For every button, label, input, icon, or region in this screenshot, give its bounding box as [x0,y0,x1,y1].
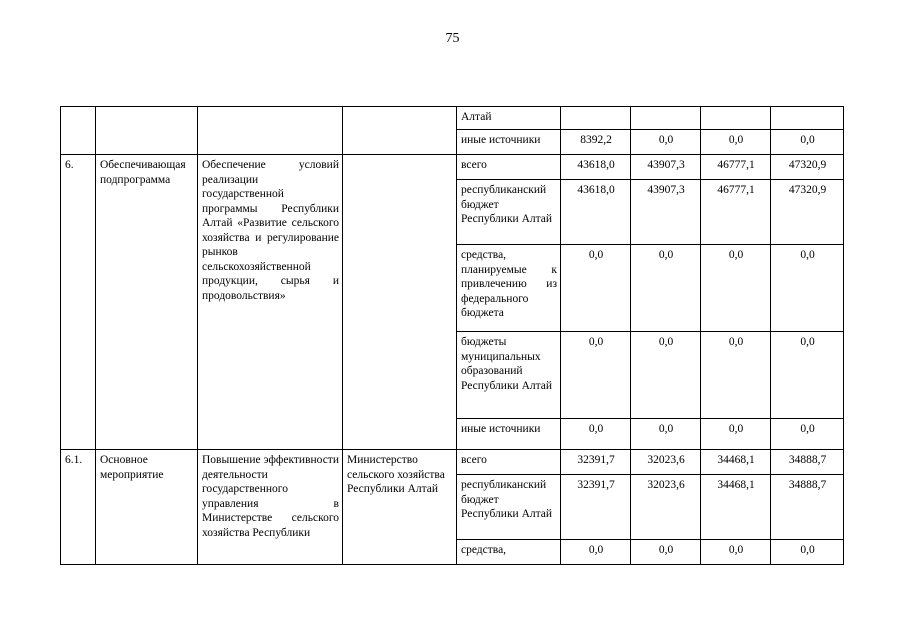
source-cell: иные источники [457,419,561,450]
item-name: Основное мероприятие [96,450,198,565]
value-cell: 0,0 [631,332,701,419]
value-cell: 0,0 [701,540,771,565]
executor-cell [343,107,457,155]
page-number: 75 [445,31,460,46]
value-cell: 0,0 [701,245,771,332]
value-cell: 32023,6 [631,450,701,475]
value-cell: 47320,9 [771,180,844,245]
value-cell [561,107,631,130]
source-cell: средства, [457,540,561,565]
value-cell: 0,0 [771,130,844,155]
value-cell: 34468,1 [701,450,771,475]
value-cell: 0,0 [771,332,844,419]
source-cell: республиканский бюджет Республики Алтай [457,475,561,540]
item-executor: Министерство сельского хозяйства Республики Алтай [343,450,457,565]
value-cell [631,107,701,130]
item-number: 6. [61,155,96,450]
value-cell: 43907,3 [631,155,701,180]
value-cell: 0,0 [561,540,631,565]
item-title: Повышение эффективности деятельности государственного управления в Министерстве сельского хозяйства Республики [198,450,343,565]
value-cell: 0,0 [631,245,701,332]
item-name: Обеспечивающая подпрограмма [96,155,198,450]
name-cell [96,107,198,155]
value-cell: 8392,2 [561,130,631,155]
value-cell: 34888,7 [771,450,844,475]
value-cell: 0,0 [701,130,771,155]
item-executor [343,155,457,450]
source-cell: всего [457,450,561,475]
value-cell: 0,0 [701,332,771,419]
value-cell [701,107,771,130]
source-cell: средства, планируемые к привлечению из федерального бюджета [457,245,561,332]
source-cell: иные источники [457,130,561,155]
value-cell: 0,0 [631,540,701,565]
value-cell: 0,0 [771,245,844,332]
value-cell: 0,0 [631,419,701,450]
budget-table [60,106,844,565]
value-cell: 34468,1 [701,475,771,540]
item-number: 6.1. [61,450,96,565]
value-cell: 0,0 [771,419,844,450]
item-title: Обеспечение условий реализации государственной программы Республики Алтай «Развитие сельского хозяйства и регулирование рынков сельскохозяйственной продукции, сырья и продовольствия» [198,155,343,450]
title-cell [198,107,343,155]
source-cell: бюджеты муниципальных образований Республики Алтай [457,332,561,419]
value-cell: 0,0 [701,419,771,450]
table-row [61,450,844,475]
value-cell [771,107,844,130]
value-cell: 47320,9 [771,155,844,180]
value-cell: 43907,3 [631,180,701,245]
number-cell [61,107,96,155]
source-cell: республиканский бюджет Республики Алтай [457,180,561,245]
table-row [61,155,844,180]
value-cell: 46777,1 [701,155,771,180]
value-cell: 0,0 [561,245,631,332]
value-cell: 0,0 [561,419,631,450]
source-cell: Алтай [457,107,561,130]
value-cell: 32391,7 [561,450,631,475]
source-cell: всего [457,155,561,180]
table-row [61,107,844,130]
value-cell: 32023,6 [631,475,701,540]
value-cell: 0,0 [631,130,701,155]
value-cell: 0,0 [771,540,844,565]
value-cell: 0,0 [561,332,631,419]
value-cell: 32391,7 [561,475,631,540]
value-cell: 34888,7 [771,475,844,540]
value-cell: 43618,0 [561,180,631,245]
value-cell: 43618,0 [561,155,631,180]
value-cell: 46777,1 [701,180,771,245]
